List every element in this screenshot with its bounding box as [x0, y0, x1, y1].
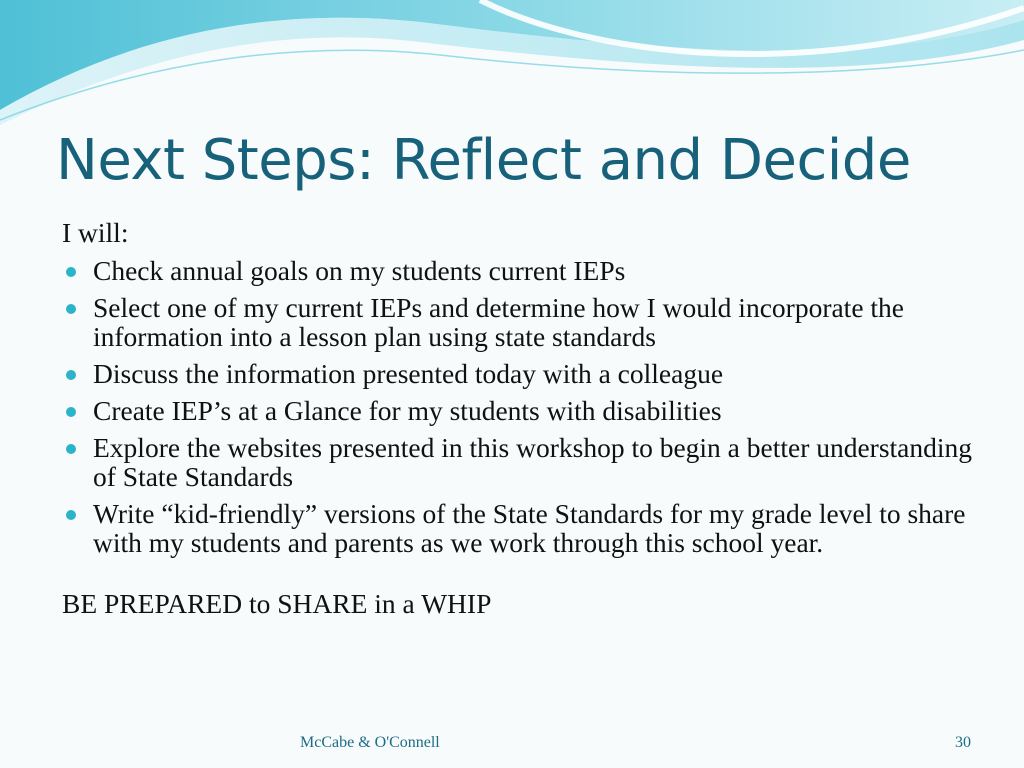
list-item: Select one of my current IEPs and determine how I would incorporate the information into a lesson plan using state standards	[62, 293, 982, 351]
footer-author: McCabe & O'Connell	[300, 734, 440, 751]
intro-text: I will:	[62, 217, 129, 248]
bullet-icon	[66, 267, 76, 277]
slide-body	[62, 218, 982, 618]
bullet-icon	[66, 407, 76, 417]
list-item: Create IEP’s at a Glance for my students with disabilities	[62, 396, 982, 425]
page-number: 30	[955, 734, 971, 751]
header-wave-decoration	[0, 0, 1024, 130]
bullet-list	[62, 256, 982, 557]
bullet-icon	[66, 370, 76, 380]
list-item: Discuss the information presented today with a colleague	[62, 359, 982, 388]
list-item: Explore the websites presented in this workshop to begin a better understanding of State Standards	[62, 433, 982, 491]
bullet-icon	[66, 304, 76, 314]
closing-text: BE PREPARED to SHARE in a WHIP	[62, 588, 492, 619]
list-item: Write “kid-friendly” versions of the State Standards for my grade level to share with my students and parents as we work through this school year.	[62, 499, 982, 557]
bullet-icon	[66, 510, 76, 520]
slide-title: Next Steps: Reflect and Decide	[56, 128, 911, 193]
list-item: Check annual goals on my students current IEPs	[62, 256, 982, 285]
bullet-icon	[66, 444, 76, 454]
